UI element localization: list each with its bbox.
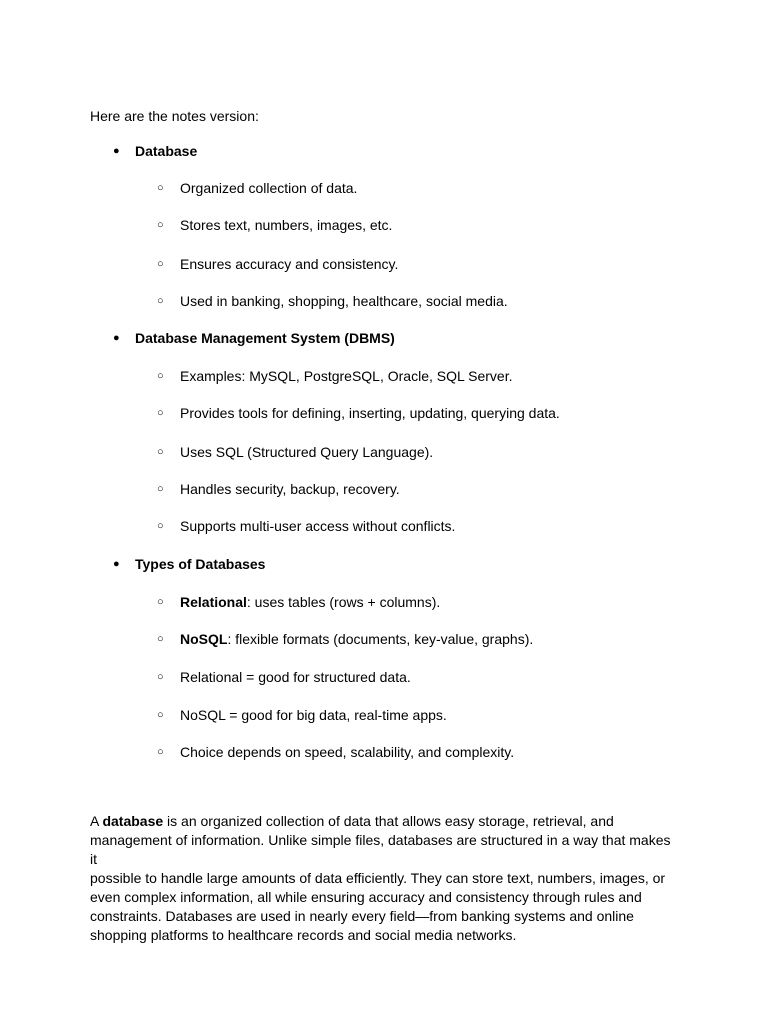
circle-bullet-icon: ○ — [157, 633, 164, 645]
term-description: : flexible formats (documents, key-value, graphs). — [227, 631, 534, 647]
paragraph-term-database: database — [102, 813, 164, 829]
paragraph-line-5: constraints. Databases are used in nearly every field—from banking systems and online — [90, 908, 634, 924]
bullet-icon: ● — [113, 558, 120, 570]
intro-text: Here are the notes version: — [90, 108, 259, 124]
paragraph-line-1: is an organized collection of data that allows easy storage, retrieval, and — [163, 813, 614, 829]
circle-bullet-icon: ○ — [157, 407, 164, 419]
list-item-text: Relational = good for structured data. — [180, 669, 411, 685]
paragraph-line-6: shopping platforms to healthcare records and social media networks. — [90, 927, 517, 943]
heading-text: Database Management System (DBMS) — [135, 330, 395, 346]
heading-text: Types of Databases — [135, 556, 266, 572]
circle-bullet-icon: ○ — [157, 182, 164, 194]
circle-bullet-icon: ○ — [157, 446, 164, 458]
summary-paragraph — [90, 812, 680, 945]
circle-bullet-icon: ○ — [157, 746, 164, 758]
term-description: : uses tables (rows + columns). — [246, 594, 441, 610]
list-item-text: Stores text, numbers, images, etc. — [180, 217, 393, 233]
paragraph-line-3: possible to handle large amounts of data efficiently. They can store text, numbers, images, or — [90, 870, 666, 886]
bullet-icon: ● — [113, 145, 120, 157]
bullet-icon: ● — [113, 332, 120, 344]
circle-bullet-icon: ○ — [157, 709, 164, 721]
list-item-text: NoSQL = good for big data, real-time apps. — [180, 707, 447, 723]
circle-bullet-icon: ○ — [157, 671, 164, 683]
paragraph-line-2: management of information. Unlike simple files, databases are structured in a way that makes it — [90, 832, 671, 867]
paragraph-line-4: even complex information, all while ensuring accuracy and consistency through rules and — [90, 889, 642, 905]
circle-bullet-icon: ○ — [157, 295, 164, 307]
list-item-text: Used in banking, shopping, healthcare, social media. — [180, 293, 508, 309]
list-item-text: Handles security, backup, recovery. — [180, 481, 400, 497]
circle-bullet-icon: ○ — [157, 370, 164, 382]
term-nosql: NoSQL — [180, 631, 228, 647]
list-item-text: Provides tools for defining, inserting, updating, querying data. — [180, 405, 560, 421]
list-item-text: Examples: MySQL, PostgreSQL, Oracle, SQL Server. — [180, 368, 513, 384]
term-relational: Relational — [180, 594, 247, 610]
list-item-text — [180, 593, 440, 612]
circle-bullet-icon: ○ — [157, 219, 164, 231]
list-item-text — [180, 630, 533, 649]
circle-bullet-icon: ○ — [157, 483, 164, 495]
list-item-text: Organized collection of data. — [180, 180, 358, 196]
list-item-text: Choice depends on speed, scalability, and complexity. — [180, 744, 515, 760]
circle-bullet-icon: ○ — [157, 520, 164, 532]
circle-bullet-icon: ○ — [157, 596, 164, 608]
list-item-text: Uses SQL (Structured Query Language). — [180, 444, 434, 460]
circle-bullet-icon: ○ — [157, 258, 164, 270]
paragraph-prefix: A — [90, 813, 103, 829]
list-item-text: Supports multi-user access without conflicts. — [180, 518, 456, 534]
list-item-text: Ensures accuracy and consistency. — [180, 256, 399, 272]
heading-text: Database — [135, 143, 198, 159]
